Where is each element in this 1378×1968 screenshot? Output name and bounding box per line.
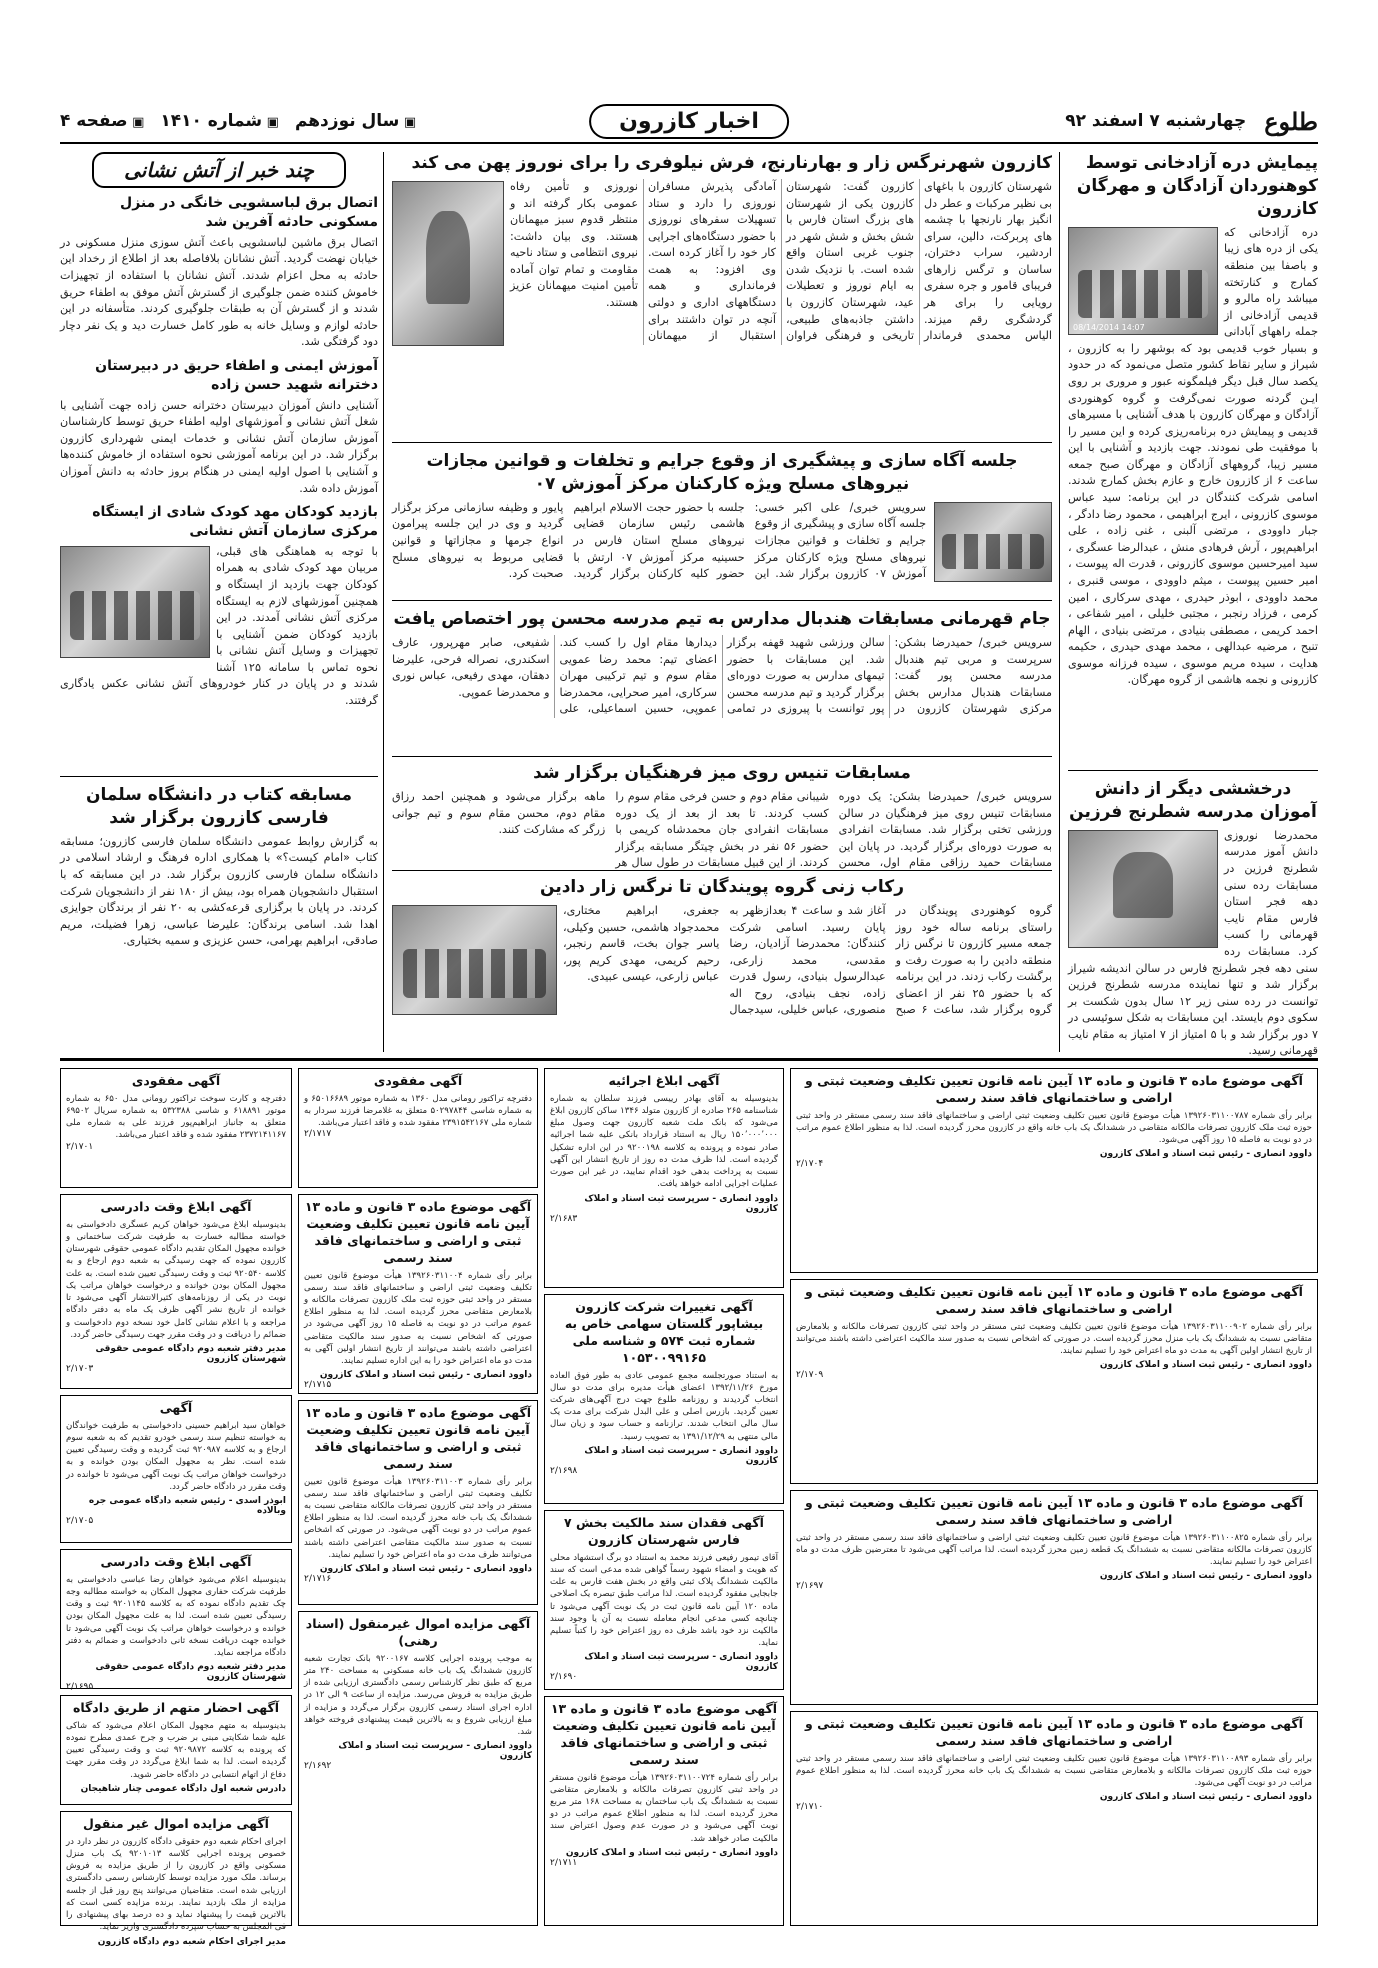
article-chess	[1068, 778, 1319, 1058]
ad-number: ۲/۱۷۱۵	[304, 1380, 332, 1391]
ad-number: ۲/۱۶۹۸	[550, 1465, 578, 1476]
article-body: سرویس خبری/ حمیدرضا بشکن: یک دوره مسابقات تنیس روی میز فرهنگیان در سالن ورزشی تختی برگزار شد. مسابقات انفرادی به صورت دوره‌ای برگزار گردید. در پایان این مسابقات حمید رزاقی مقام اول، محسن شیبانی مقام دوم و حسن فرخی مقام سوم را کسب کردند. تا بعد از بعد از یک دوره مسابقات انفرادی جان محمدشاه کریمی با حضور ۵۶ نفر در بخش چیتگر مسابقه برگزار کردند. از این قبیل مسابقات در طول سال هر ماهه برگزار می‌شود و همچنین احمد رزاق مقام دوم، محسن مقام سوم و تیم جوانی زرگر که مشارکت کنند.	[392, 789, 1052, 870]
article-body: شهرستان کازرون با باغهای بی نظیر مرکبات و عطر دل انگیز بهار نارنجها با چشمه های پربرکت، دالین، سرای اردشیر، سراب دختران، ساسان و ترگس زارهای فریبای قامور و جره سفری رویایی را برای هر گردشگری رقم میزند. الیاس محمدی فرماندار کازرون گفت: شهرستان کازرون یکی از شهرستان های بزرگ استان فارس با شش بخش و شش شهر در جنوب غربی استان واقع شده است. با نزدیک شدن به ایام نوروز و تعطیلات عید، شهرستان کازرون با داشتن جاذبه‌های طبیعی، تاریخی و فرهنگی فراوان آمادگی پذیرش مسافران نوروزی را دارد و ستاد تسهیلات سفرهای نوروزی با حضور دستگاه‌های اجرایی کار خود را آغاز کرده است. وی افزود: به همت فرمانداری و همه دستگاههای اداری و دولتی آنچه در توان داشتند برای استقبال از میهمانان نوروزی و تأمین رفاه عمومی بکار گرفته اند و منتظر قدوم سبز میهمانان هستند. وی بیان داشت: نیروی انتظامی و ستاد ناحیه مقاومت و تمام توان آماده تأمین امنیت میهمانان عزیز هستند.	[510, 179, 1052, 343]
ad-body: آقای تیمور رفیعی فرزند محمد به استناد دو برگ استشهاد محلی که هویت و امضاء شهود رسماً گواهی شده مدعی است که سند مالکیت ششدانگ پلاک ثبتی واقع در بخش هفت فارس به علت جابجایی مفقود گردیده است. لذا مراتب طبق تبصره یک اصلاحی ماده ۱۲۰ آیین نامه قانون ثبت در یک نوبت آگهی می‌شود تا چنانچه کسی مدعی انجام معامله نسبت به آن یا وجود سند مالکیت نزد خود باشد ظرف ده روز اعتراض خود را کتباً تسلیم نماید.	[550, 1552, 778, 1649]
ad-body: بدینوسیله به متهم مجهول المکان اعلام می‌شود که شاکی علیه شما شکایتی مبنی بر ضرب و جرح عمدی مطرح نموده که پرونده به کلاسه ۹۲۰۹۸۷۲ ثبت و وقت رسیدگی تعیین گردیده است. لذا به شما ابلاغ می‌گردد در وقت مقرر جهت دفاع از اتهام انتسابی در دادگاه حاضر شوید.	[66, 1720, 287, 1780]
ad-land-title-1	[298, 1194, 538, 1394]
article-body: محمدرضا نوروزی دانش آموز مدرسه شطرنج فرزین در مسابقات رده سنی دهه فجر استان فارس مقام نایب قهرمانی را کسب کرد. مسابقات رده سنی دهه فجر شطرنج فارس در سالن اندیشه شیراز برگزار شد و تنها نماینده مدرسه شطرنج فرزین توانست در رده سنی زیر ۱۲ سال بدون شکست بر سکوی دوم بایستد. این مسابقات به شکل سوئیسی در ۷ دور برگزار شد و با ۵ امتیاز از ۷ امتیاز به مقام نایب قهرمانی رسید.	[1068, 828, 1319, 1058]
column-rule	[383, 152, 384, 1052]
article-fire-news	[60, 152, 378, 770]
ad-body: بدینوسیله ابلاغ می‌شود خواهان کریم عسگری دادخواستی به خواسته مطالبه خسارت به طرفیت شرکت ساختمانی و خوانده مجهول المکان تقدیم دادگاه عمومی حقوقی شهرستان کازرون نموده که جهت رسیدگی به شعبه دوم ارجاع و به کلاسه ۹۲۰۵۴۰ ثبت و وقت رسیدگی تعیین شده است. به علت مجهول المکان بودن خوانده و درخواست خواهان مراتب یک نوبت در یکی از روزنامه‌های کثیرالانتشار آگهی می‌شود تا خوانده از تاریخ نشر آگهی ظرف یک ماه به دفتر دادگاه مراجعه و با اعلام نشانی کامل خود نسخه دوم دادخواست و ضمائم را دریافت و در وقت مقرر جهت رسیدگی حاضر گردد.	[66, 1219, 286, 1340]
fire-item-1-body: اتصال برق ماشین لباسشویی باعث آتش سوزی منزل مسکونی در خیابان نهضت گردید. آتش نشانان بلافاصله بعد از اطلاع از رخداد این حادثه به محل اعزام شدند. آتش نشانان با استفاده از تجهیزات خاموش کننده ضمن جلوگیری از گسترش آتش موفق به اطفاء حریق شدند و از گسترش آن به طبقات جلوگیری کردند. متأسفانه در این حادثه لوازم و وسایل خانه به طور کامل خسارت دید و یک نفر دچار دود گرفتگی شد.	[60, 235, 378, 349]
ad-signature: ابوذر اسدی - رئیس شعبه دادگاه عمومی جره وبالاده	[88, 1496, 286, 1517]
ad-title: آگهی ابلاغ وقت دادرسی	[100, 1199, 252, 1214]
ad-title: آگهی موضوع ماده ۳ قانون و ماده ۱۳ آیین نامه قانون تعیین تکلیف وضعیت ثبتی و اراضی و ساختمانهای فاقد سند رسمی	[805, 1073, 1303, 1105]
ad-number: ۲/۱۷۰۴	[796, 1159, 824, 1170]
article-tennis	[392, 762, 1052, 870]
ad-mortgage-auction	[298, 1611, 538, 1926]
ad-body: دفترچه تراکتور رومانی مدل ۱۳۶۰ به شماره موتور ۶۵۰۱۶۶۸۹ و به شماره شاسی ۵۰۲۹۷۸۴۴ متعلق به غلامرضا فرزند سردار به شماره ملی ۲۳۹۱۵۴۲۱۶۷ مفقود شده و فاقد اعتبار می‌باشد.	[304, 1093, 532, 1129]
ad-title: آگهی موضوع ماده ۳ قانون و ماده ۱۳ آیین نامه قانون تعیین تکلیف وضعیت ثبتی و اراضی و ساختمانهای فاقد سند رسمی	[304, 1199, 532, 1265]
ad-signature: داوود انصاری - رئیس ثبت اسناد و املاک کازرون	[565, 1847, 778, 1858]
ad-notice-2	[60, 1395, 292, 1543]
article-book-contest	[60, 784, 378, 1052]
ad-title: آگهی فقدان سند مالکیت بخش ۷ فارس شهرستان کازرون	[564, 1515, 764, 1547]
divider	[392, 442, 1052, 443]
ad-body: دفترچه و کارت سوخت تراکتور رومانی مدل ۶۵۰ به شماره موتور ۶۱۸۸۹۱ و شاسی ۵۳۲۳۸۸ به شماره سریال ۶۹۵۰۲ متعلق به جانباز ابراهیم‌پور فرزند علی به شماره ملی ۲۳۷۲۱۴۱۱۶۷ مفقود شده و فاقد اعتبار می‌باشد.	[66, 1093, 287, 1141]
divider	[392, 756, 1052, 757]
article-photo	[1068, 830, 1218, 948]
article-title: کازرون شهرنرگس زار و بهارنارنج، فرش نیلوفری را برای نوروز پهن می کند	[411, 153, 1052, 173]
article-cycling	[392, 876, 1052, 1052]
ad-number: ۲/۱۷۱۶	[304, 1573, 332, 1584]
column-rule	[1059, 152, 1060, 1052]
ad-signature: داوود انصاری - رئیس ثبت اسناد و املاک کازرون	[1099, 1571, 1312, 1582]
ad-company-changes	[544, 1294, 784, 1504]
masthead-right	[1065, 107, 1318, 136]
divider	[60, 776, 378, 777]
section-title: اخبار کازرون	[589, 104, 789, 139]
ad-title: آگهی تغییرات شرکت کازرون بیشاپور گلستان سهامی خاص به شماره ثبت ۵۷۴ و شناسه ملی ۱۰۵۳۰۰۹۹۱۶۵	[564, 1299, 764, 1365]
ad-body: برابر رأی شماره ۱۳۹۲۶۰۳۱۱۰۰۴ هیأت موضوع قانون تعیین تکلیف وضعیت ثبتی اراضی و ساختمانهای فاقد سند رسمی مستقر در واحد ثبتی حوزه ثبت ملک کازرون تصرفات مالکانه و بلامعارض متقاضی محرز گردیده است. لذا به منظور اطلاع عموم مراتب در دو نوبت به فاصله ۱۵ روز آگهی می‌شود در صورتی که اشخاص نسبت به صدور سند مالکیت متقاضی اعتراضی داشته باشند می‌توانند از تاریخ انتشار اولین آگهی به مدت دو ماه اعتراض خود را به این اداره تسلیم نمایند.	[304, 1270, 532, 1366]
ad-body: به استناد صورتجلسه مجمع عمومی عادی به طور فوق العاده مورخ ۱۳۹۲/۱۱/۲۶ اعضای هیأت مدیره برای مدت دو سال انتخاب گردیدند و روزنامه طلوع جهت درج آگهی‌های شرکت تعیین گردید. بازرس اصلی و علی البدل شرکت برای مدت یک سال مالی انتخاب شدند. ترازنامه و حساب سود و زیان سال مالی منتهی به ۱۳۹۱/۱۲/۲۹ به تصویب رسید.	[550, 1370, 778, 1442]
ad-body: بدینوسیله به آقای بهادر رییسی فرزند سلطان به شماره شناسنامه ۲۶۵ صادره از کازرون متولد ۱۳۴۶ ساکن کازرون ابلاغ می‌شود که بانک ملت شعبه کازرون جهت وصول مبلغ ۱۵۰٬۰۰۰٬۰۰۰ ریال به استناد قرارداد بانکی علیه شما اجرائیه صادر نموده و پرونده به کلاسه ۹۲۰۰۱۹۸ در این اداره تشکیل گردیده است. لذا ظرف مدت ده روز از تاریخ انتشار این آگهی نسبت به پرداخت بدهی خود اقدام نمایید، در غیر این صورت عملیات اجرایی ادامه خواهد یافت.	[550, 1093, 779, 1190]
article-photo	[934, 502, 1052, 582]
ad-number: ۲/۱۷۰۱	[66, 1141, 94, 1152]
article-title: جلسه آگاه سازی و پیشگیری از وقوع جرایم و تخلفات و قوانین مجازات نیروهای مسلح ویژه کارکنان مرکز آموزش ۰۷	[426, 451, 1018, 494]
ad-enforcement-notice	[544, 1068, 784, 1288]
article-photo	[392, 181, 504, 346]
fire-item-1-title: اتصال برق لباسشویی خانگی در منزل مسکونی حادثه آفرین شد	[120, 195, 378, 230]
ad-title: آگهی موضوع ماده ۳ قانون و ماده ۱۳ آیین نامه قانون تعیین تکلیف وضعیت ثبتی و اراضی و ساختمانهای فاقد سند رسمی	[550, 1701, 778, 1767]
ad-summons	[60, 1695, 292, 1805]
ad-title: آگهی موضوع ماده ۳ قانون و ماده ۱۳ آیین نامه قانون تعیین تکلیف وضعیت ثبتی و اراضی و ساختمانهای فاقد سند رسمی	[805, 1716, 1303, 1748]
ad-signature: داوود انصاری - سرپرست ثبت اسناد و املاک کازرون	[584, 1193, 778, 1214]
ad-body: برابر رأی شماره ۱۳۹۲۶۰۳۱۱۰۰۸۹۳ هیأت موضوع قانون تعیین تکلیف وضعیت ثبتی اراضی و ساختمانهای فاقد سند رسمی مستقر در واحد ثبتی حوزه ثبت ملک کازرون تصرفات مالکانه و بلامعارض متقاضی نسبت به ششدانگ یک باب خانه محرز گردیده است. لذا به منظور اطلاع عموم مراتب در دو نوبت آگهی می‌شود.	[796, 1753, 1313, 1789]
ad-number: ۲/۱۶۹۵	[66, 1682, 94, 1693]
ad-body: برابر رأی شماره ۱۳۹۲۶۰۳۱۱۰۰۷۸۷ هیأت موضوع قانون تعیین تکلیف وضعیت ثبتی اراضی و ساختمانهای فاقد سند رسمی مستقر در واحد ثبتی حوزه ثبت ملک کازرون تصرفات مالکانه متقاضی در ششدانگ یک باب خانه واقع در کازرون محرز گردیده است. لذا به منظور اطلاع عموم مراتب در دو نوبت به فاصله ۱۵ روز آگهی می‌شود.	[796, 1110, 1313, 1146]
ad-signature: داوود انصاری - سرپرست ثبت اسناد و املاک کازرون	[584, 1445, 778, 1466]
ad-body: برابر رأی شماره ۱۳۹۲۶۰۳۱۱۰۰۸۲۵ هیأت موضوع قانون تعیین تکلیف وضعیت ثبتی اراضی و ساختمانهای فاقد سند رسمی مستقر در واحد ثبتی کازرون تصرفات مالکانه متقاضی نسبت به ششدانگ یک قطعه زمین محرز گردیده است. لذا مراتب آگهی می‌شود تا معترضین ظرف مدت دو ماه اعتراض خود را تسلیم نمایند.	[796, 1532, 1313, 1568]
ad-number: ۲/۱۶۹۰	[550, 1672, 578, 1683]
masthead-left	[60, 111, 416, 131]
ad-land-title-2	[298, 1400, 538, 1605]
ad-number: ۲/۱۷۰۹	[796, 1370, 824, 1381]
ad-signature: مدیر اجرای احکام شعبه دوم دادگاه کازرون	[97, 1936, 286, 1947]
ad-body: برابر رأی شماره ۱۳۹۲۶۰۳۱۱۰۰۳ هیأت موضوع قانون تعیین تکلیف وضعیت ثبتی اراضی و ساختمانهای فاقد سند رسمی مستقر در واحد ثبتی کازرون تصرفات مالکانه متقاضی نسبت به ششدانگ یک باب خانه محرز گردیده است. لذا به منظور اطلاع عموم مراتب در دو نوبت آگهی می‌شود. در صورتی که اشخاص نسبت به صدور سند مالکیت متقاضی اعتراضی داشته باشند می‌توانند ظرف مدت دو ماه اعتراض خود را تسلیم نمایند.	[304, 1476, 532, 1560]
ad-number: ۲/۱۷۰۳	[66, 1363, 94, 1374]
ad-title: آگهی احضار متهم از طریق دادگاه	[72, 1700, 280, 1715]
divider	[392, 870, 1052, 871]
ad-number: ۲/۱۶۹۲	[304, 1761, 332, 1772]
ad-body: به موجب پرونده اجرایی کلاسه ۹۲۰۰۱۶۷ بانک تجارت شعبه کازرون ششدانگ یک باب خانه مسکونی به مساحت ۲۴۰ متر مربع که طبق نظر کارشناس رسمی دادگستری ارزیابی شده از طریق مزایده به فروش می‌رسد. مزایده از ساعت ۹ الی ۱۲ در اداره اجرای اسناد رسمی کازرون برگزار می‌گردد و مزایده از مبلغ ارزیابی شروع و به بالاترین قیمت پیشنهادی فروخته خواهد شد.	[304, 1653, 533, 1737]
article-crimes	[392, 450, 1052, 595]
ad-body: اجرای احکام شعبه دوم حقوقی دادگاه کازرون در نظر دارد در خصوص پرونده اجرایی کلاسه ۹۲۰۱۰۱۳ یک باب منزل مسکونی واقع در کازرون را از طریق مزایده به فروش برساند. ملک مورد مزایده توسط کارشناس رسمی دادگستری ارزیابی شده است. متقاضیان می‌توانند پنج روز قبل از جلسه مزایده از ملک بازدید نمایند. برنده مزایده کسی است که بالاترین قیمت را پیشنهاد نماید و ده درصد بهای پیشنهادی را فی المجلس به حساب سپرده دادگستری واریز نماید.	[66, 1836, 286, 1933]
ad-land-title-3	[544, 1696, 784, 1926]
ad-title: آگهی ابلاغ اجرائیه	[608, 1073, 720, 1088]
ad-auction-1	[60, 1811, 292, 1947]
ad-lost-doc-2	[298, 1068, 538, 1188]
ad-number: ۲/۱۷۱۰	[796, 1802, 824, 1813]
fire-item-2-body: آشنایی دانش آموزان دبیرستان دخترانه حسن زاده جهت آشنایی با شغل آتش نشانی و آموزشهای اولیه اطفاء حریق توسط کارشناسان آموزش سازمان آتش نشانی و خدمات ایمنی شهرداری کازرون برگزار شد. در این برنامه آموزشی نحوه استفاده از خاموش کننده‌ها و آشنایی با اصول اولیه ایمنی در هنگام بروز حادثه به دانش آموزان آموزش داده شد.	[60, 398, 378, 495]
ad-signature: داوود انصاری - سرپرست ثبت اسناد و املاک کازرون	[338, 1741, 532, 1762]
ad-title: آگهی مفقودی	[131, 1073, 221, 1088]
article-narcissus	[392, 152, 1052, 437]
page-number: ▣ صفحه ۴	[60, 111, 144, 131]
article-title: مسابقات تنیس روی میز فرهنگیان برگزار شد	[533, 763, 911, 783]
issue-date: چهارشنبه ۷ اسفند ۹۲	[1065, 111, 1247, 131]
article-paraglide	[1068, 152, 1318, 762]
ad-signature: داوود انصاری - رئیس ثبت اسناد و املاک کازرون	[1099, 1792, 1312, 1803]
ad-lost-doc-1	[60, 1068, 292, 1188]
ad-title: آگهی مفقودی	[373, 1073, 463, 1088]
ad-title: آگهی موضوع ماده ۳ قانون و ماده ۱۳ آیین نامه قانون تعیین تکلیف وضعیت ثبتی و اراضی و ساختمانهای فاقد سند رسمی	[805, 1495, 1303, 1527]
newspaper-logo: طلوع	[1264, 106, 1318, 136]
issue-number: ▣ شماره ۱۴۱۰	[160, 111, 279, 131]
year-label: ▣ سال نوزدهم	[295, 111, 416, 131]
ad-hearing-notice-2	[60, 1549, 292, 1693]
ad-land-title-5	[790, 1279, 1318, 1484]
ad-signature: داوود انصاری - سرپرست ثبت اسناد و املاک کازرون	[584, 1652, 778, 1673]
article-photo	[392, 905, 557, 1015]
article-title: جام قهرمانی مسابقات هندبال مدارس به تیم مدرسه محسن پور اختصاص یافت	[393, 609, 1051, 629]
box-title: چند خبر از آتش نشانی	[92, 152, 346, 188]
ad-signature: داوود انصاری - رئیس ثبت اسناد و املاک کازرون	[1099, 1360, 1312, 1371]
article-photo	[60, 546, 210, 658]
article-body: سرویس خبری/ حمیدرضا بشکن: سرپرست و مربی تیم هندبال مدرسه محسن پور گفت: مسابقات هندبال مدارس بخش مرکزی شهرستان کازرون در سالن ورزشی شهید قهفه برگزار شد. این مسابقات با حضور تیمهای مدارس به صورت دوره‌ای برگزار گردید و تیم مدرسه محسن پور توانست با پیروزی در تمامی دیدارها مقام اول را کسب کند. اعضای تیم: محمد رضا عمویی مقام سوم و تیم ترکیبی مهران سرکاری، امیر صحرایی، محمدرضا عموپی، حسین اسماعیلی، علی شفیعی، صابر مهرپرور، عارف اسکندری، نصراله فرحی، علیرضا دهقان، مهدی رفیعی، عباس نوری و محمدرضا عموپی.	[392, 635, 1052, 716]
ad-body: برابر رأی شماره ۱۳۹۲۶۰۳۱۱۰۰۹۰۲ هیأت موضوع قانون تعیین تکلیف وضعیت ثبتی مستقر در واحد ثبتی کازرون تصرفات مالکانه و بلامعارض متقاضی نسبت به ششدانگ یک باب منزل محرز گردیده است. در صورتی که اشخاص نسبت به صدور سند مالکیت اعتراضی داشته باشند می‌توانند از تاریخ انتشار اولین آگهی به مدت دو ماه اعتراض خود را تسلیم نمایند.	[796, 1321, 1312, 1357]
divider	[392, 600, 1052, 601]
ad-signature: دادرس شعبه اول دادگاه عمومی چنار شاهیجان	[80, 1783, 286, 1794]
ad-signature: مدیر دفتر شعبه دوم دادگاه عمومی حقوقی شهرستان کازرون	[95, 1343, 286, 1364]
ad-body: بدینوسیله اعلام می‌شود خواهان رضا عباسی دادخواستی به طرفیت شرکت حفاری مجهول المکان به خواسته مطالبه وجه چک تقدیم دادگاه نموده که به کلاسه ۹۲۰۱۱۴۵ ثبت و وقت رسیدگی تعیین شده است. لذا به علت مجهول المکان بودن خوانده و درخواست خواهان مراتب یک نوبت آگهی می‌شود تا خوانده جهت دریافت نسخه ثانی دادخواست و ضمائم به دفتر دادگاه مراجعه نماید.	[66, 1574, 286, 1659]
article-title: پیمایش دره آزادخانی توسط کوهنوردان آزادگان و مهرگان کازرون	[1076, 153, 1318, 219]
section-divider	[60, 1058, 1318, 1061]
ad-hearing-notice-1	[60, 1194, 292, 1389]
article-body: دره آزادخانی که یکی از دره های زیبا و باصفا بین منطقه کمارج و کنارتخته میباشد راه مالرو و قدیمی آزادخانی از جمله راههای آبادانی و بسیار خوب قدیمی بود که بوشهر را به کازرون ، شیراز و سایر نقاط کشور متصل می‌نمود که در حدود یکصد سال قبل دیگر فیلمگونه عبور و مروری بر روی ایـن گردنه صورت نمی‌گرفت و گروه کوهنوردی آزادگان و مهرگان کازرون با هدف آشنایی با مسیرهای قدیمی و پیمایش دره برنامه‌ریزی کرده و این مسیر را با موفقیت طی نمودند. جهت بازدید و آشنایی با این مسیر زیبا، گروههای آزادگان و مهرگان صبح جمعه ساعت ۶ از کازرون خارج و عازم بخش کمارج شدند. اسامی شرکت کنندگان در این برنامه: سید عباس موسوی کازرونی ، ایرج ابراهیمی ، محمود رضا دادگر ، جبار داوودی ، مرتضی آلبنی ، غنی زاده ، علی ابراهیم‌پور ، آرش فرهادی منش ، عبدالرضا عسگری ، سید امیرحسین موسوی کازرونی ، قدرت اله پیوست ، امیر حسین پیوست ، میثم داوودی ، موسی قنبری ، محمد داوودی ، ابوذر حیدری ، مهدی سرکاری ، امین کرمی ، فرزاد رنجبر ، مجتبی خلیلی ، امیر شفاعی ، احمد کریمی ، مصطفی بنیادی ، مرتضی بنیادی ، الهام تنبح ، مرضیه عبدالهی ، محمد مهدی حیدری ، حکیمه هدایت ، سیده مریم موسوی ، سیده فرزانه موسوی کازرونی و نجمه هاشمی از گروه مهرگان.	[1068, 225, 1319, 687]
ad-body: خواهان سید ابراهیم حسینی دادخواستی به طرفیت خواندگان به خواسته تنظیم سند رسمی خودرو تقدیم که به شعبه سوم ارجاع و به کلاسه ۹۲۰۹۸۷ ثبت گردیده و وقت رسیدگی تعیین شده است. نظر به مجهول المکان بودن خوانده و به درخواست خواهان مراتب یک نوبت آگهی می‌شود تا خوانده در وقت مقرر در دادگاه حاضر گردد.	[66, 1420, 287, 1492]
ad-title: آگهی مزایده اموال غیر منقول	[83, 1816, 269, 1831]
ad-signature: داوود انصاری - رئیس ثبت اسناد و املاک کازرون	[319, 1370, 532, 1381]
article-title: درخششی دیگر از دانش آموزان مدرسه شطرنج فرزین	[1069, 779, 1317, 822]
ad-title: آگهی	[159, 1400, 193, 1415]
article-body: گروه کوهنوردی پویندگان در راستای برنامه ساله خود روز جمعه مسیر کازرون تا نرگس زار منطقه دادین را به صورت رفت و برگشت رکاب زدند. در این برنامه که با حضور ۲۵ نفر از اعضای گروه برگزار شد، ساعت ۶ صبح آغاز شد و ساعت ۴ بعدازظهر به پایان رسید. اسامی شرکت کنندگان: محمدرضا آزادیان، رضا مقدسی، محمد زارعی، عبدالرسول بنیادی، رسول قدرت زاده، نجف بنیادی، روح اله منصوری، عباس خلیلی، سیدجمال جعفری، ابراهیم مختاری، محمدجواد هاشمی، حسین وکیلی، یاسر جوان بخت، قاسم رنجبر، رحیم کریمی، مهدی کریم پور، عباس زارعی، عیسی عبیدی.	[563, 903, 1052, 1017]
ad-signature: داوود انصاری - رئیس ثبت اسناد و املاک کازرون	[1099, 1149, 1312, 1160]
ad-number: ۲/۱۷۱۷	[304, 1129, 332, 1140]
ad-title: آگهی موضوع ماده ۳ قانون و ماده ۱۳ آیین نامه قانون تعیین تکلیف وضعیت ثبتی و اراضی و ساختمانهای فاقد سند رسمی	[805, 1284, 1303, 1316]
ad-body: برابر رأی شماره ۱۳۹۲۶۰۳۱۱۰۰۷۲۴ هیأت موضوع قانون مستقر در واحد ثبتی کازرون تصرفات مالکانه و بلامعارض متقاضی نسبت به ششدانگ یک باب ساختمان به مساحت ۱۶۸ متر مربع محرز گردیده است. لذا به منظور اطلاع عموم مراتب در دو نوبت آگهی می‌شود و در صورت عدم وصول اعتراض سند مالکیت صادر خواهد شد.	[550, 1772, 778, 1844]
ad-number: ۲/۱۶۹۷	[796, 1581, 824, 1592]
article-body: سرویس خبری/ علی اکبر خسی: جلسه آگاه سازی و پیشگیری از وقوع جرایم و تخلفات و قوانین مجازات نیروهای مسلح ویژه کارکنان مرکز آموزش ۰۷ کازرون برگزار شد. این جلسه با حضور حجت الاسلام ابراهیم هاشمی رئیس سازمان قضایی نیروهای مسلح استان فارس در حسینیه مرکز آموزش ۰۷ ارتش با حضور کلیه کارکنان برگزار گردید. پایور و وظیفه سازمانی مرکز برگزار گردید و وی در این جلسه پیرامون انواع جرمها و مجازاتها و قوانین قضایی مربوط به نیروهای مسلح صحبت کرد.	[392, 500, 926, 581]
divider	[1068, 770, 1318, 771]
ad-land-title-4	[790, 1068, 1318, 1273]
ad-land-title-7	[790, 1711, 1318, 1926]
fire-item-3-body: با توجه به هماهنگی های قبلی، مربیان مهد کودک شادی به همراه کودکان جهت بازدید از ایستگاه و همچنین آموزشهای لازم به ایستگاه مرکزی آتش نشانی آمدند. در این بازدید کودکان ضمن آشنایی با تجهیزات و وسایل آتش نشانی با نحوه تماس با سامانه ۱۲۵ آشنا شدند و در پایان در کنار خودروهای آتش نشانی عکس یادگاری گرفتند.	[60, 544, 378, 708]
ad-signature: داوود انصاری - رئیس ثبت اسناد و املاک کازرون	[319, 1563, 532, 1574]
ad-lost-deed	[544, 1510, 784, 1690]
photo-timestamp: 08/14/2014 14:07	[1073, 322, 1145, 332]
masthead	[60, 100, 1318, 144]
ad-number: ۲/۱۷۰۵	[66, 1516, 94, 1527]
ad-number: ۲/۱۶۸۳	[550, 1213, 578, 1224]
ad-number: ۲/۱۷۱۱	[550, 1857, 578, 1868]
fire-item-2-title: آموزش ایمنی و اطفاء حریق در دبیرستان دخترانه شهید حسن زاده	[95, 357, 378, 393]
article-title: رکاب زنی گروه پویندگان تا نرگس زار دادین	[540, 877, 904, 897]
fire-item-3-title: بازدید کودکان مهد کودک شادی از ایستگاه مرکزی سازمان آتش نشانی	[92, 504, 378, 539]
article-title: مسابقه کتاب در دانشگاه سلمان فارسی کازرون برگزار شد	[85, 785, 353, 828]
article-futsal	[392, 608, 1052, 750]
ad-title: آگهی ابلاغ وقت دادرسی	[100, 1554, 252, 1569]
ad-title: آگهی موضوع ماده ۳ قانون و ماده ۱۳ آیین نامه قانون تعیین تکلیف وضعیت ثبتی و اراضی و ساختمانهای فاقد سند رسمی	[304, 1405, 532, 1471]
article-photo	[1068, 227, 1218, 335]
ad-signature: مدیر دفتر شعبه دوم دادگاه عمومی حقوقی شهرستان کازرون	[95, 1662, 286, 1683]
article-body: به گزارش روابط عمومی دانشگاه سلمان فارسی کازرون؛ مسابقه کتاب «امام کیست؟» با همکاری اداره فرهنگ و ارشاد اسلامی در دانشگاه سلمان فارسی کازرون برگزار شد. در این مسابقه که با استقبال دانشجویان همراه بود، بیش از ۱۸۰ نفر از دانشجویان شرکت کردند. در پایان با برگزاری قرعه‌کشی به ۲۰ نفر از برندگان جوایزی اهدا شد. اسامی برندگان: علیرضا عباسی، زهرا فضیلت، مریم صادقی، ابراهیم بهرامی، حسن عزیزی و سمیه بختیاری.	[60, 834, 378, 948]
ad-land-title-6	[790, 1490, 1318, 1705]
ad-title: آگهی مزایده اموال غیرمنقول (اسناد رهنی)	[305, 1616, 531, 1648]
